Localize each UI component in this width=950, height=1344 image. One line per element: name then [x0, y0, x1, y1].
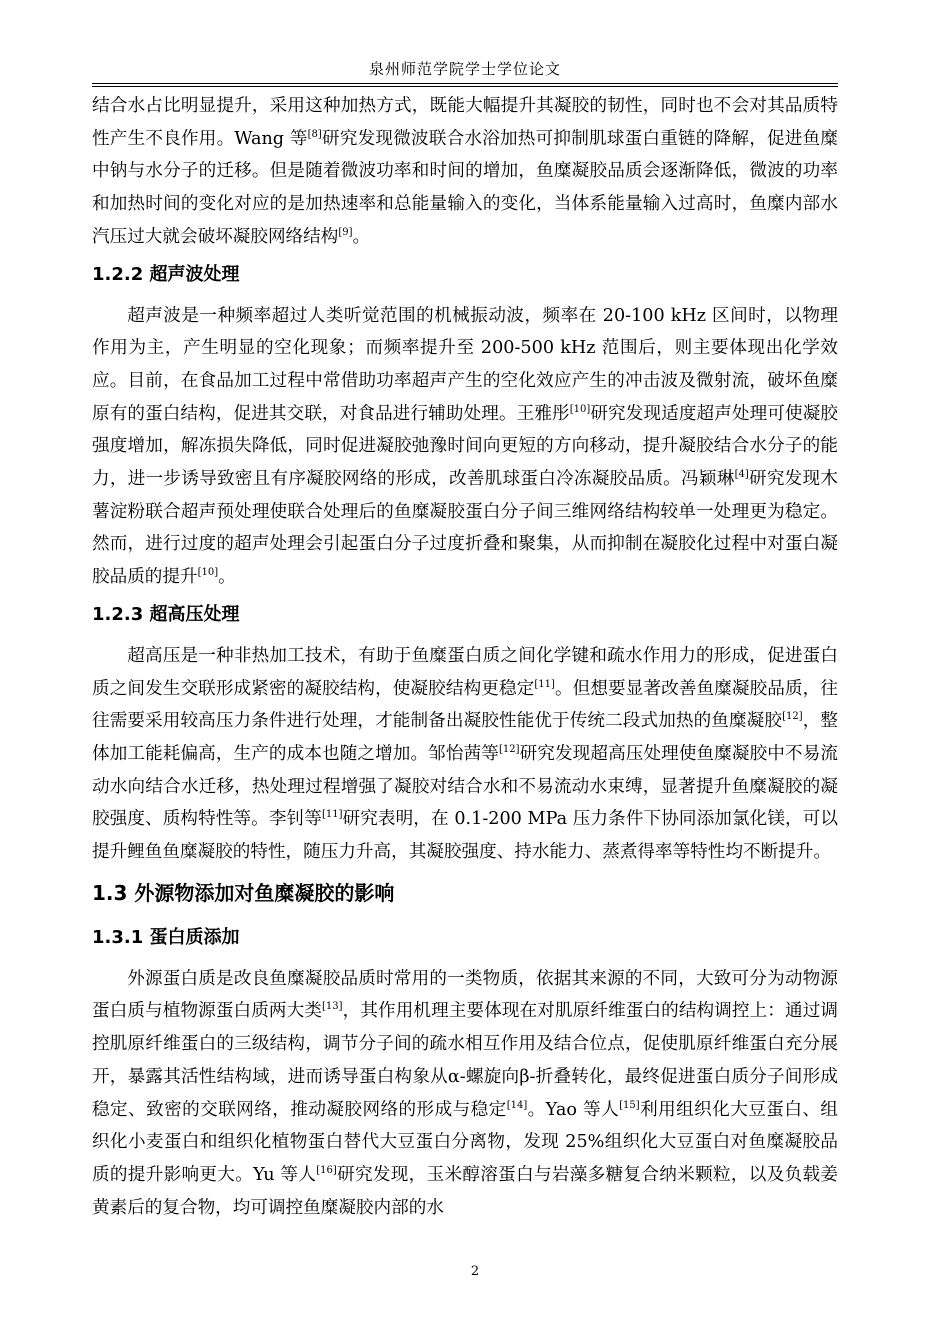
paragraph-protein: 外源蛋白质是改良鱼糜凝胶品质时常用的一类物质，依据其来源的不同，大致可分为动物源蛋白质与植物源蛋白质两大类[13]，其作用机理主要体现在对肌原纤维蛋白的结构调控上：通过调控肌原纤维蛋白的三级结构，调节分子间的疏水相互作用及结合位点，促使肌原纤维蛋白充分展开，暴露其活性结构域，进而诱导蛋白构象从α-螺旋向β-折叠转化，最终促进蛋白质分子间形成稳定、致密的交联网络，推动凝胶网络的形成与稳定[14]。Yao 等人[15]利用组织化大豆蛋白、组织化小麦蛋白和组织化植物蛋白替代大豆蛋白分离物，发现 25%组织化大豆蛋白对鱼糜凝胶品质的提升影响更大。Yu 等人[16]研究发现，玉米醇溶蛋白与岩藻多糖复合纳米颗粒，以及负载姜黄素后的复合物，均可调控鱼糜凝胶内部的水	[92, 968, 838, 1218]
page-body	[92, 90, 838, 1224]
header-rule-top	[92, 83, 838, 84]
page-number: 2	[470, 1264, 480, 1279]
heading-1-3: 1.3 外源物添加对鱼糜凝胶的影响	[92, 880, 395, 905]
heading-1-3-1: 1.3.1 蛋白质添加	[92, 926, 240, 948]
heading-1-2-2: 1.2.2 超声波处理	[92, 263, 240, 285]
header-rule-bottom	[92, 86, 838, 87]
paragraph-continued: 结合水占比明显提升，采用这种加热方式，既能大幅提升其凝胶的韧性，同时也不会对其品质特性产生不良作用。Wang 等[8]研究发现微波联合水浴加热可抑制肌球蛋白重链的降解，促进鱼糜中钠与水分子的迁移。但是随着微波功率和时间的增加，鱼糜凝胶品质会逐渐降低，微波的功率和加热时间的变化对应的是加热速率和总能量输入的变化，当体系能量输入过高时，鱼糜内部水汽压过大就会破坏凝胶网络结构[9]。	[92, 96, 838, 247]
paragraph-ultrasound: 超声波是一种频率超过人类听觉范围的机械振动波，频率在 20-100 kHz 区间时，以物理作用为主，产生明显的空化现象；而频率提升至 200-500 kHz 范围后，则主要体现出化学效应。目前，在食品加工过程中常借助功率超声产生的空化效应产生的冲击波及微射流，破坏鱼糜原有的蛋白结构，促进其交联，对食品进行辅助处理。王雅彤[10]研究发现适度超声处理可使凝胶强度增加，解冻损失降低，同时促进凝胶弛豫时间向更短的方向移动，提升凝胶结合水分子的能力，进一步诱导致密且有序凝胶网络的形成，改善肌球蛋白冷冻凝胶品质。冯颖琳[4]研究发现木薯淀粉联合超声预处理使联合处理后的鱼糜凝胶蛋白分子间三维网络结构较单一处理更为稳定。然而，进行过度的超声处理会引起蛋白分子过度折叠和聚集，从而抑制在凝胶化过程中对蛋白凝胶品质的提升[10]。	[92, 305, 838, 588]
heading-1-2-3: 1.2.3 超高压处理	[92, 603, 240, 625]
paragraph-high-pressure: 超高压是一种非热加工技术，有助于鱼糜蛋白质之间化学键和疏水作用力的形成，促进蛋白质之间发生交联形成紧密的凝胶结构，使凝胶结构更稳定[11]。但想要显著改善鱼糜凝胶品质，往往需要采用较高压力条件进行处理，才能制备出凝胶性能优于传统二段式加热的鱼糜凝胶[12]，整体加工能耗偏高，生产的成本也随之增加。邹怡茜等[12]研究发现超高压处理使鱼糜凝胶中不易流动水向结合水迁移，热处理过程增强了凝胶对结合水和不易流动水束缚，显著提升鱼糜凝胶的凝胶强度、质构特性等。李钊等[11]研究表明，在 0.1-200 MPa 压力条件下协同添加氯化镁，可以提升鲤鱼鱼糜凝胶的特性，随压力升高，其凝胶强度、持水能力、蒸煮得率等特性均不断提升。	[92, 645, 838, 863]
running-header: 泉州师范学院学士学位论文	[368, 60, 561, 78]
